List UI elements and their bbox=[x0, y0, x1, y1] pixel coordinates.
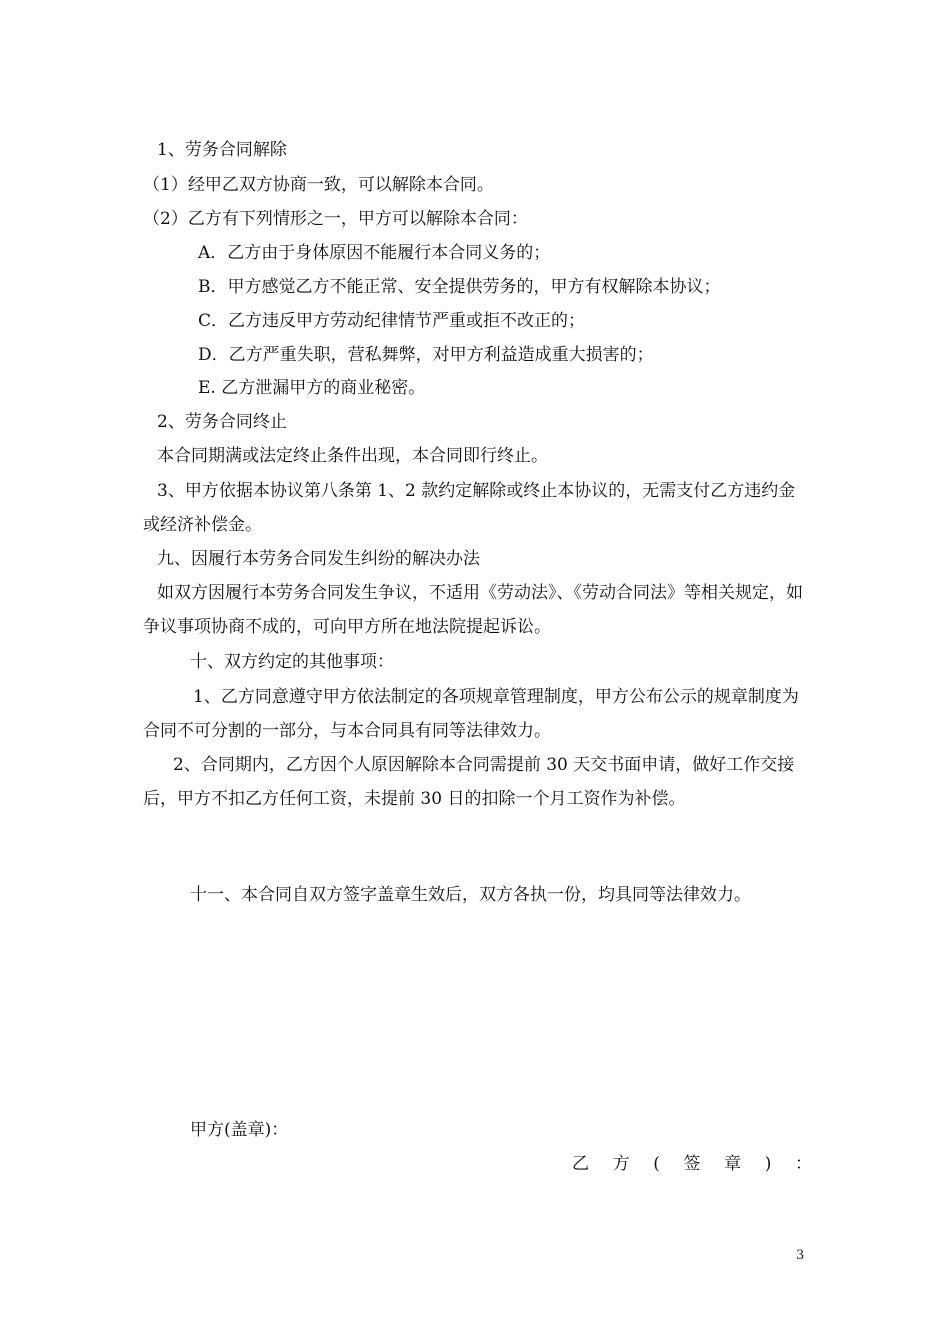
page-number: 3 bbox=[796, 1248, 805, 1263]
party-b-char: 章 bbox=[724, 1154, 742, 1174]
item-d: D．乙方严重失职，营私舞弊，对甲方利益造成重大损害的； bbox=[198, 345, 654, 365]
section-eleven-effective: 十一、本合同自双方签字盖章生效后，双方各执一份，均具同等法律效力。 bbox=[190, 885, 751, 905]
clause-dispute-resolution: 如双方因履行本劳务合同发生争议，不适用《劳动法》、《劳动合同法》等相关规定，如争议事项协商不成的，可向甲方所在地法院提起诉讼。 bbox=[143, 583, 803, 637]
party-b-char: ) bbox=[764, 1154, 772, 1174]
clause-mutual-agreement: （1）经甲乙双方协商一致，可以解除本合同。 bbox=[143, 175, 494, 195]
item-e: E. 乙方泄漏甲方的商业秘密。 bbox=[198, 378, 426, 398]
clause-expiry: 本合同期满或法定终止条件出现，本合同即行终止。 bbox=[157, 446, 548, 466]
party-b-char: ( bbox=[653, 1154, 660, 1174]
party-b-char: ： bbox=[794, 1154, 812, 1174]
party-b-char: 乙 bbox=[572, 1154, 589, 1174]
section-expiry-heading: 2、劳务合同终止 bbox=[157, 412, 287, 432]
item-a: A．乙方由于身体原因不能履行本合同义务的； bbox=[198, 243, 551, 263]
party-a-seal-label: 甲方(盖章)： bbox=[190, 1120, 289, 1140]
party-b-char: 签 bbox=[683, 1154, 701, 1174]
clause-party-a-may-terminate: （2）乙方有下列情形之一，甲方可以解除本合同： bbox=[143, 209, 528, 229]
section-ten-heading: 十、双方约定的其他事项： bbox=[190, 652, 394, 672]
item-b: B．甲方感觉乙方不能正常、安全提供劳务的，甲方有权解除本协议； bbox=[198, 277, 721, 297]
clause-no-compensation: 3、甲方依据本协议第八条第 1、2 款约定解除或终止本协议的，无需支付乙方违约金或经济补偿金。 bbox=[143, 481, 796, 535]
party-b-signature-label bbox=[572, 1154, 812, 1174]
clause-rules-compliance: 1、乙方同意遵守甲方依法制定的各项规章管理制度，甲方公布公示的规章制度为合同不可分割的一部分，与本合同具有同等法律效力。 bbox=[143, 687, 799, 741]
section-nine-heading: 九、因履行本劳务合同发生纠纷的解决办法 bbox=[157, 549, 480, 569]
item-c: C．乙方违反甲方劳动纪律情节严重或拒不改正的； bbox=[198, 311, 586, 331]
clause-resignation-notice: 2、合同期内，乙方因个人原因解除本合同需提前 30 天交书面申请，做好工作交接后，甲方不扣乙方任何工资，未提前 30 日的扣除一个月工资作为补偿。 bbox=[143, 755, 795, 809]
section-termination-heading: 1、劳务合同解除 bbox=[157, 140, 287, 160]
party-b-char: 方 bbox=[612, 1154, 630, 1174]
